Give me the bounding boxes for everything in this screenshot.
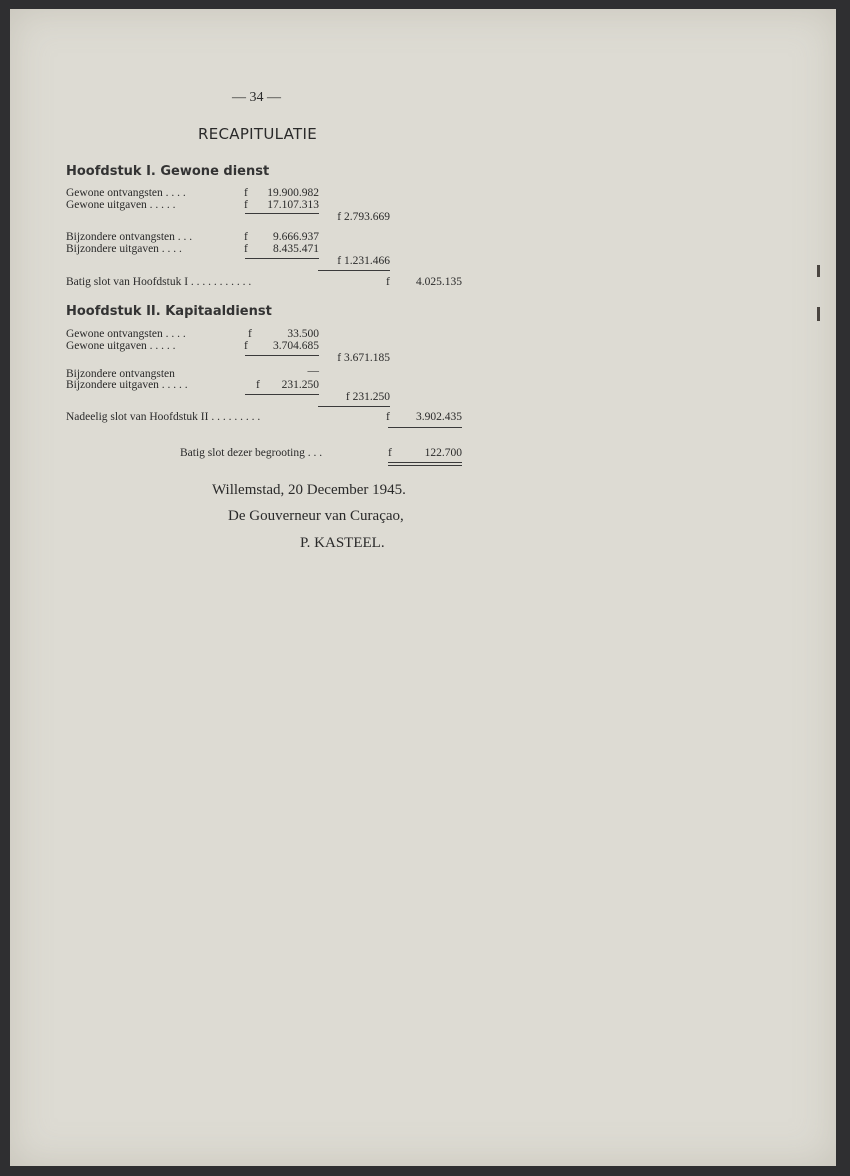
sum-rule <box>245 355 319 356</box>
ch1-row-value: 19.900.982 <box>267 187 319 199</box>
ch2-row-label: Gewone uitgaven . . . . . <box>66 340 176 352</box>
ch1-subtotal: f 2.793.669 <box>337 211 390 223</box>
double-rule-top <box>388 462 462 463</box>
ch2-subtotal: f 231.250 <box>345 391 390 403</box>
page-number: — 34 — <box>232 90 281 105</box>
signatory-name: P. KASTEEL. <box>300 535 385 551</box>
ch1-row-currency: f <box>244 199 248 211</box>
ch1-row-value: 8.435.471 <box>273 243 319 255</box>
sum-rule <box>245 213 319 214</box>
ch2-result-label: Nadeelig slot van Hoofdstuk II . . . . . . . . . <box>66 411 261 423</box>
ch2-row-label: Bijzondere ontvangsten <box>66 368 175 380</box>
ch1-result-currency: f <box>386 276 390 288</box>
ch1-result-value: 4.025.135 <box>416 276 462 288</box>
ch1-row-value: 17.107.313 <box>267 199 319 211</box>
ch1-row-label: Gewone uitgaven . . . . . <box>66 199 176 211</box>
edge-mark <box>817 265 820 277</box>
ch2-row-label: Gewone ontvangsten . . . . <box>66 328 186 340</box>
ch2-row-value: — <box>307 365 319 377</box>
signatory-office: De Gouverneur van Curaçao, <box>228 508 404 524</box>
total-value: 122.700 <box>424 447 462 459</box>
ch1-row-label: Bijzondere ontvangsten . . . <box>66 231 193 243</box>
ch1-row-currency: f <box>244 243 248 255</box>
sum-rule <box>388 427 462 428</box>
ch2-row-currency: f <box>244 340 248 352</box>
ch1-result-label: Batig slot van Hoofdstuk I . . . . . . . . . . . <box>66 276 252 288</box>
ch1-row-currency: f <box>244 231 248 243</box>
ch2-result-currency: f <box>386 411 390 423</box>
ch2-row-label: Bijzondere uitgaven . . . . . <box>66 379 188 391</box>
sum-rule <box>245 394 319 395</box>
ch2-row-value: 231.250 <box>281 379 319 391</box>
ch1-row-label: Bijzondere uitgaven . . . . <box>66 243 182 255</box>
place-date: Willemstad, 20 December 1945. <box>212 482 406 498</box>
ch1-row-label: Gewone ontvangsten . . . . <box>66 187 186 199</box>
double-rule-bottom <box>388 465 462 466</box>
total-currency: f <box>388 447 392 459</box>
sum-rule <box>318 270 390 271</box>
ch1-row-value: 9.666.937 <box>273 231 319 243</box>
ch2-row-currency: f <box>248 328 252 340</box>
ch2-row-value: 33.500 <box>287 328 319 340</box>
sum-rule <box>318 406 390 407</box>
ch2-row-currency: f <box>256 379 260 391</box>
ch1-subtotal: f 1.231.466 <box>337 255 390 267</box>
total-label: Batig slot dezer begrooting . . . <box>180 447 323 459</box>
ch1-row-currency: f <box>244 187 248 199</box>
sum-rule <box>245 258 319 259</box>
chapter2-heading: Hoofdstuk II. Kapitaaldienst <box>66 304 272 319</box>
chapter1-heading: Hoofdstuk I. Gewone dienst <box>66 164 270 179</box>
ch2-subtotal: f 3.671.185 <box>337 352 390 364</box>
page-title: RECAPITULATIE <box>198 125 318 143</box>
ch2-row-value: 3.704.685 <box>273 340 319 352</box>
edge-mark <box>817 307 820 321</box>
ch2-result-value: 3.902.435 <box>416 411 462 423</box>
